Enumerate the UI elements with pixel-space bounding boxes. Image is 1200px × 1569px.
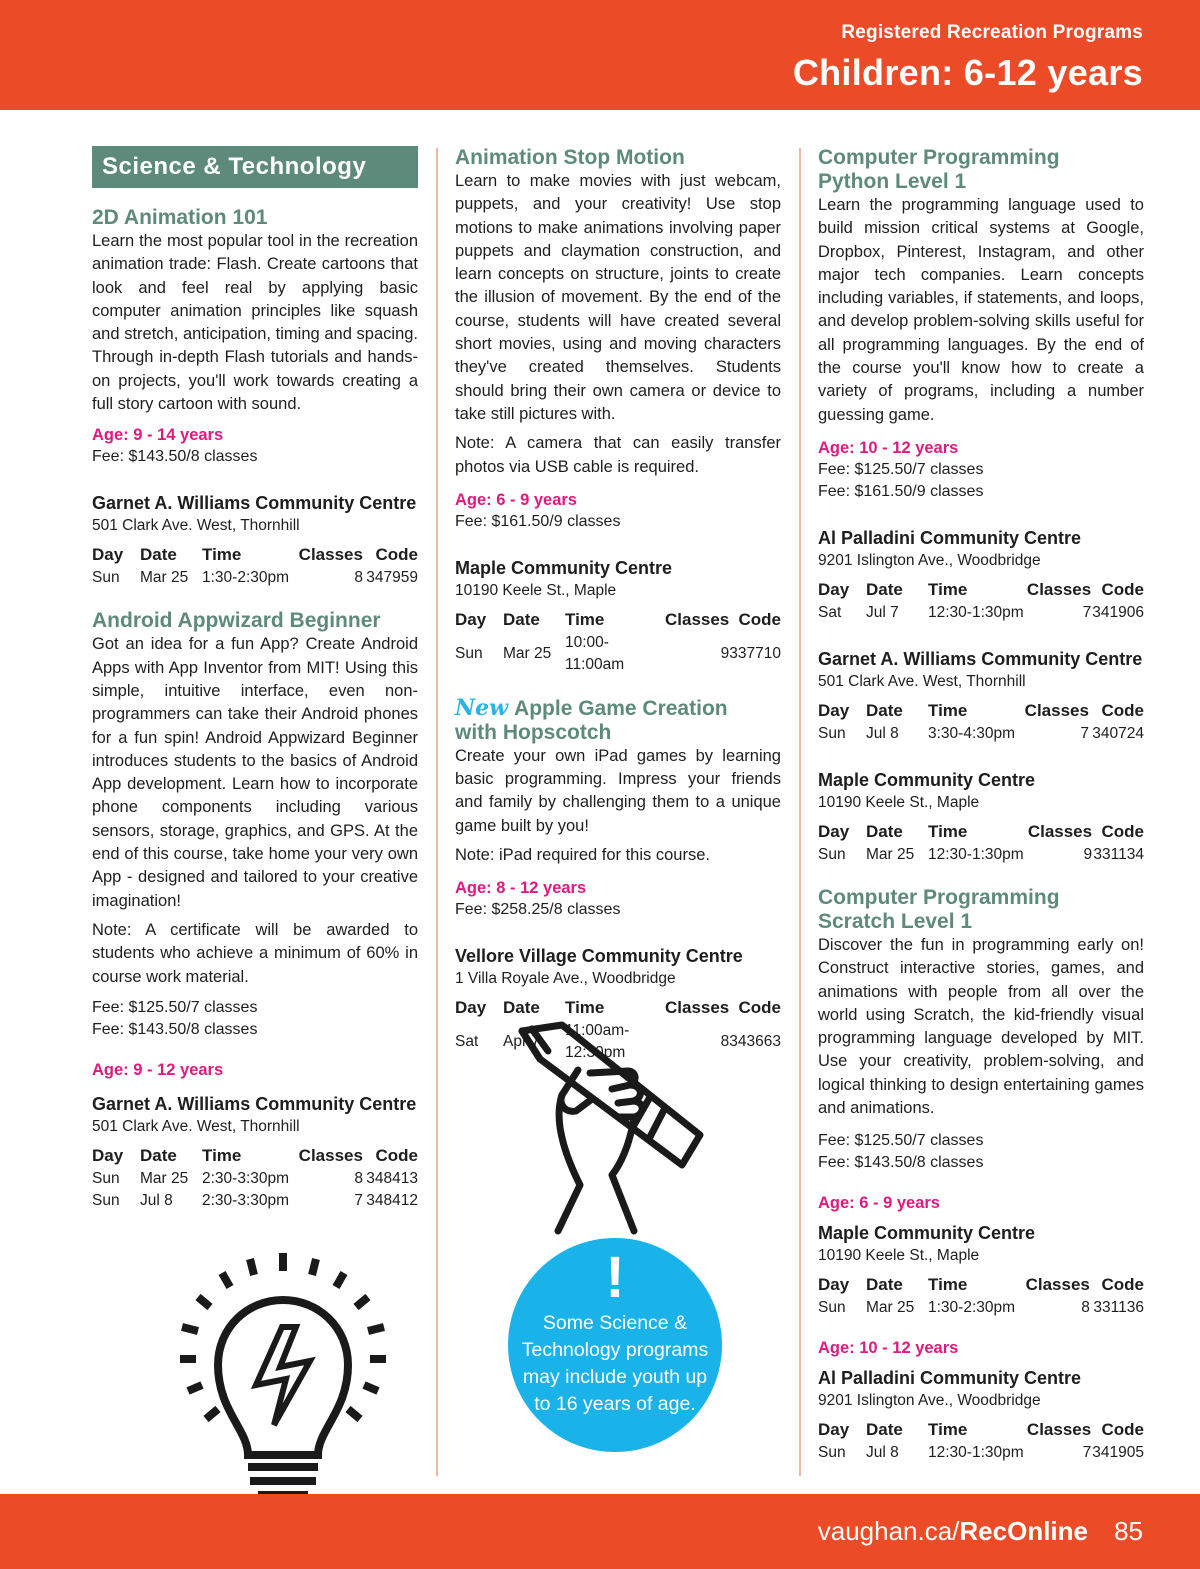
course-description: Discover the fun in programming early on! Construct interactive stories, games, and animations with people from all over the world using Scratch, the kid-friendly visual programming language developed by MIT. Use your creativity, problem-solving, and logical thinking to design entertaining games and animations. (818, 935, 1144, 1118)
course-title-line2: Python Level 1 (818, 170, 967, 193)
schedule-row (92, 1190, 418, 1212)
location-name: Garnet A. Williams Community Centre (818, 648, 1143, 669)
col-code: Code (1101, 579, 1144, 599)
page-number: 85 (1114, 1516, 1143, 1546)
schedule-row (818, 602, 1144, 624)
col-day: Day (92, 545, 124, 565)
cell-date: Mar 25 (866, 1299, 915, 1317)
schedule-table (818, 1418, 1144, 1464)
col-code: Code (1101, 821, 1144, 841)
schedule-row (92, 567, 418, 589)
age-range: Age: 9 - 12 years (92, 1060, 224, 1079)
age-range: Age: 6 - 9 years (818, 1194, 940, 1213)
course-android-appwizard (92, 609, 418, 1211)
schedule-table (92, 543, 418, 589)
cell-time: 1:30-2:30pm (928, 1299, 1016, 1317)
schedule-row (818, 1442, 1144, 1464)
cell-code: 337710 (729, 644, 781, 662)
cell-day: Sun (818, 1444, 846, 1462)
column-divider (436, 148, 438, 1476)
location-address: 9201 Islington Ave., Woodbridge (818, 551, 1041, 569)
schedule-row (455, 632, 781, 676)
cell-day: Sun (92, 1191, 120, 1209)
cell-time: 3:30-4:30pm (928, 724, 1016, 742)
cell-time: 10:00-11:00am (565, 633, 625, 673)
schedule-row (818, 1297, 1144, 1319)
course-description: Got an idea for a fun App? Create Android Apps with App Inventor from MIT! Using this simple, intuitive interface, even non-programmers can take their Android phones for a fun spin! Android Appwizard Beginner introduces students to the basics of Android App development. Learn how to incorporate phone components including various sensors, storage, graphics, and GPS. At the end of this course, take home your very own App - designed and tailored to your creative imagination! (92, 635, 418, 910)
location-name: Maple Community Centre (818, 769, 1036, 790)
schedule-table (818, 578, 1144, 624)
col-time: Time (928, 1275, 968, 1295)
course-title: Animation Stop Motion (455, 146, 685, 169)
col-classes: Classes (298, 1145, 363, 1165)
col-time: Time (202, 545, 242, 565)
age-range: Age: 10 - 12 years (818, 1339, 959, 1358)
cell-date: Jul 8 (866, 1444, 899, 1462)
col-code: Code (738, 609, 781, 629)
section-title: Science & Technology (92, 146, 418, 188)
cell-day: Sun (92, 1169, 120, 1187)
col-date: Date (866, 579, 903, 599)
course-title-line2: with Hopscotch (455, 720, 612, 744)
cell-day: Sun (818, 845, 846, 863)
url-bold: RecOnline (959, 1516, 1088, 1546)
cell-classes: 7 (354, 1191, 363, 1209)
col-classes: Classes (664, 998, 730, 1018)
cell-code: 348412 (366, 1191, 418, 1209)
cell-code: 340724 (1092, 724, 1144, 742)
schedule-table (818, 820, 1144, 866)
col-day: Day (818, 1420, 850, 1440)
cell-code: 331136 (1093, 1299, 1144, 1317)
schedule-row (92, 1168, 418, 1190)
course-description: Learn the programming language used to build mission critical systems at Google, Dropbox, Pinterest, Instagram, and other major tech companies. Learn concepts including variables, if statements, and loops, and develop problem-solving skills useful for all programming languages. By the end of the course you'll know how to create a variety of programs, including a number guessing game. (818, 196, 1144, 424)
column-middle (455, 146, 781, 1064)
col-classes: Classes (1025, 1275, 1090, 1295)
cell-classes: 8 (354, 1169, 363, 1187)
location-name: Garnet A. Williams Community Centre (92, 493, 417, 514)
schedule-table (818, 1273, 1144, 1319)
cell-date: Mar 25 (140, 569, 189, 587)
cell-time: 2:30-3:30pm (202, 1169, 290, 1187)
location-name: Al Palladini Community Centre (818, 1368, 1082, 1389)
age-range: Age: 10 - 12 years (818, 438, 959, 457)
cell-time: 12:30-1:30pm (928, 845, 1024, 863)
header-banner (0, 0, 1200, 110)
age-range: Age: 8 - 12 years (455, 879, 587, 898)
course-description: Learn to make movies with just webcam, puppets, and your creativity! Use stop motions to make animations involving paper puppets and claymation construction, and learn concepts on structure, joints to create the illusion of movement. By the end of the course, students will have created several short movies, using and moving characters they've created themselves. Students should bring their own camera or device to take still pictures with. (455, 172, 781, 423)
schedule-row (818, 844, 1144, 866)
col-classes: Classes (1027, 821, 1093, 841)
lightbulb-icon (178, 1245, 388, 1500)
callout-text: Some Science & Technology programs may include youth up to 16 years of age. (521, 1312, 709, 1415)
cell-time: 12:30-1:30pm (928, 1444, 1024, 1462)
page-title: Children: 6-12 years (792, 52, 1143, 93)
schedule-row (818, 723, 1144, 745)
course-python (818, 146, 1144, 866)
location-address: 501 Clark Ave. West, Thornhill (92, 517, 300, 535)
header-subtitle: Registered Recreation Programs (841, 22, 1143, 43)
cell-date: Mar 25 (503, 644, 552, 662)
location-name: Al Palladini Community Centre (818, 527, 1082, 548)
location-address: 10190 Keele St., Maple (455, 581, 617, 599)
footer-url[interactable] (818, 1516, 1088, 1547)
col-classes: Classes (664, 609, 730, 629)
course-description: Learn the most popular tool in the recreation animation trade: Flash. Create cartoons that look and feel real by applying basic computer animation principles like squash and stretch, anticipation, timing and spacing. Through in-depth Flash tutorials and hands-on projects, you'll work towards creating a full story cartoon with sound. (92, 232, 418, 414)
col-date: Date (140, 545, 177, 565)
cell-date: Jul 8 (140, 1191, 173, 1209)
cell-time: 2:30-3:30pm (202, 1191, 290, 1209)
location-address: 1 Villa Royale Ave., Woodbridge (455, 970, 676, 988)
callout-bubble (508, 1238, 722, 1452)
cell-code: 343663 (729, 1033, 781, 1051)
col-code: Code (1101, 1275, 1144, 1295)
col-date: Date (866, 821, 903, 841)
location-name: Maple Community Centre (818, 1223, 1036, 1244)
course-scratch (818, 886, 1144, 1464)
age-range: Age: 9 - 14 years (92, 426, 224, 445)
col-date: Date (866, 1275, 903, 1295)
cell-day: Sat (455, 1033, 479, 1051)
cell-classes: 9 (1083, 845, 1093, 863)
course-apple-game-creation (455, 696, 781, 1064)
course-note: Note: A camera that can easily transfer photos via USB cable is required. (455, 434, 781, 476)
cell-date: Jul 7 (866, 603, 899, 621)
cell-code: 341905 (1092, 1444, 1144, 1462)
location-address: 501 Clark Ave. West, Thornhill (92, 1117, 300, 1135)
course-title (455, 696, 781, 721)
cell-classes: 7 (1082, 603, 1092, 621)
col-day: Day (455, 998, 487, 1018)
col-time: Time (928, 579, 968, 599)
cell-code: 331134 (1093, 845, 1144, 863)
course-description: Create your own iPad games by learning basic programming. Impress your friends and family by challenging them to a unique game built by you! (455, 746, 781, 835)
exclamation-icon: ! (605, 1245, 625, 1310)
cell-classes: 7 (1082, 1444, 1092, 1462)
cell-time: 12:30-1:30pm (928, 603, 1024, 621)
fee: Fee: $258.25/8 classes (455, 901, 621, 919)
col-time: Time (928, 700, 968, 720)
fee: Fee: $125.50/7 classes (818, 1132, 984, 1150)
cell-day: Sun (818, 724, 846, 742)
col-code: Code (1101, 1420, 1144, 1440)
cell-classes: 9 (720, 644, 730, 662)
course-2d-animation (92, 206, 418, 589)
cell-day: Sun (818, 1299, 846, 1317)
col-code: Code (375, 1145, 418, 1165)
course-title: 2D Animation 101 (92, 206, 268, 229)
schedule-table (455, 608, 781, 676)
fee: Fee: $143.50/8 classes (92, 448, 258, 466)
col-day: Day (818, 579, 850, 599)
col-time: Time (928, 1420, 968, 1440)
location-address: 10190 Keele St., Maple (818, 1247, 980, 1265)
column-right (818, 146, 1144, 1464)
column-left (92, 146, 418, 1212)
col-time: Time (565, 998, 605, 1018)
col-day: Day (818, 821, 850, 841)
cell-date: Mar 25 (866, 845, 915, 863)
course-note: Note: A certificate will be awarded to students who achieve a minimum of 60% in course work material. (92, 920, 418, 986)
col-code: Code (1101, 700, 1144, 720)
column-divider (799, 148, 801, 1476)
fee: Fee: $125.50/7 classes (92, 998, 258, 1016)
cell-code: 341906 (1092, 603, 1144, 621)
age-range: Age: 6 - 9 years (455, 490, 577, 509)
fee: Fee: $161.50/9 classes (818, 482, 984, 500)
cell-date: Mar 25 (140, 1169, 189, 1187)
col-date: Date (866, 700, 903, 720)
schedule-table (92, 1144, 418, 1212)
location-name: Vellore Village Community Centre (455, 946, 743, 967)
cell-classes: 7 (1080, 724, 1089, 742)
cell-time: 1:30-2:30pm (202, 569, 290, 587)
cell-classes: 8 (1081, 1299, 1090, 1317)
col-date: Date (140, 1145, 177, 1165)
cell-time: 11:00am-12:30pm (565, 1022, 630, 1062)
course-note: Note: iPad required for this course. (455, 846, 710, 865)
cell-day: Sat (818, 603, 842, 621)
course-title-line1: Apple Game Creation (514, 696, 728, 720)
hand-pencil-icon (500, 1015, 730, 1235)
schedule-table (818, 699, 1144, 745)
course-title-line2: Scratch Level 1 (818, 909, 973, 933)
col-code: Code (738, 998, 781, 1018)
col-time: Time (928, 821, 968, 841)
fee: Fee: $161.50/9 classes (455, 512, 621, 530)
fee: Fee: $143.50/8 classes (92, 1020, 258, 1038)
col-date: Date (503, 998, 540, 1018)
col-classes: Classes (298, 545, 363, 565)
new-badge: New (455, 694, 509, 721)
cell-date: Jul 8 (866, 724, 899, 742)
fee: Fee: $125.50/7 classes (818, 460, 984, 478)
course-title-line1: Computer Programming (818, 146, 1060, 169)
url-prefix: vaughan.ca/ (817, 1516, 960, 1546)
col-classes: Classes (1026, 1420, 1092, 1440)
col-classes: Classes (1026, 579, 1092, 599)
col-day: Day (818, 1275, 850, 1295)
cell-day: Sun (92, 569, 120, 587)
col-day: Day (818, 700, 850, 720)
col-day: Day (92, 1145, 124, 1165)
footer-banner (0, 1494, 1200, 1569)
location-name: Garnet A. Williams Community Centre (92, 1093, 417, 1114)
course-stop-motion (455, 146, 781, 676)
location-address: 501 Clark Ave. West, Thornhill (818, 672, 1026, 690)
col-time: Time (202, 1145, 242, 1165)
col-time: Time (565, 609, 605, 629)
fee: Fee: $143.50/8 classes (818, 1154, 984, 1172)
col-code: Code (375, 545, 418, 565)
cell-date: Apr 7 (503, 1033, 541, 1051)
location-name: Maple Community Centre (455, 557, 673, 578)
cell-code: 347959 (366, 569, 418, 587)
course-title-line1: Computer Programming (818, 885, 1060, 909)
cell-day: Sun (455, 644, 483, 662)
location-address: 10190 Keele St., Maple (818, 793, 980, 811)
cell-classes: 8 (354, 569, 363, 587)
col-date: Date (503, 609, 540, 629)
col-classes: Classes (1024, 700, 1089, 720)
location-address: 9201 Islington Ave., Woodbridge (818, 1392, 1041, 1410)
col-date: Date (866, 1420, 903, 1440)
cell-classes: 8 (720, 1033, 730, 1051)
col-day: Day (455, 609, 487, 629)
course-title: Android Appwizard Beginner (92, 609, 381, 633)
cell-code: 348413 (366, 1169, 418, 1187)
